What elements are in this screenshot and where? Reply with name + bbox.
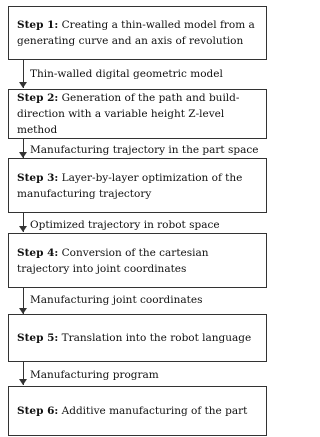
step-1-text [17,17,260,49]
step-4-text [17,245,260,277]
flow-label-1: Thin-walled digital geometric model [30,68,223,80]
step-6-label: Step 6: [17,405,59,417]
step-1-box [8,6,267,60]
step-1-description: Creating a thin-walled model from a generating curve and an axis of revolution [17,19,255,47]
step-6-description: Additive manufacturing of the part [61,405,248,417]
step-2-box [8,89,267,139]
flow-label-3: Optimized trajectory in robot space [30,219,220,231]
step-5-label: Step 5: [17,332,59,344]
step-4-label: Step 4: [17,246,59,259]
step-2-text [17,90,260,138]
step-4-box [8,233,267,288]
step-5-text [17,330,251,346]
step-4-description: Conversion of the cartesian trajectory into joint coordinates [17,246,209,275]
step-6-box [8,386,267,436]
step-5-box [8,314,267,362]
flow-arrow-1 [19,60,29,88]
step-6-text [17,403,247,419]
flow-arrow-3 [19,213,29,232]
flow-arrow-4 [19,288,29,314]
step-2-label: Step 2: [17,92,59,104]
flow-label-4: Manufacturing joint coordinates [30,294,203,306]
step-3-description: Layer-by-layer optimization of the manufacturing trajectory [17,171,243,200]
step-1-label: Step 1: [17,19,59,31]
flow-label-5: Manufacturing program [30,369,159,381]
step-2-description: Generation of the path and build-direction with a variable height Z-level method [17,92,240,136]
flow-arrow-2 [19,139,29,158]
step-3-label: Step 3: [17,171,59,184]
step-3-text [17,170,260,202]
step-3-box [8,158,267,213]
flow-arrow-5 [19,362,29,385]
step-5-description: Translation into the robot language [61,332,252,344]
flow-label-2: Manufacturing trajectory in the part space [30,144,259,156]
